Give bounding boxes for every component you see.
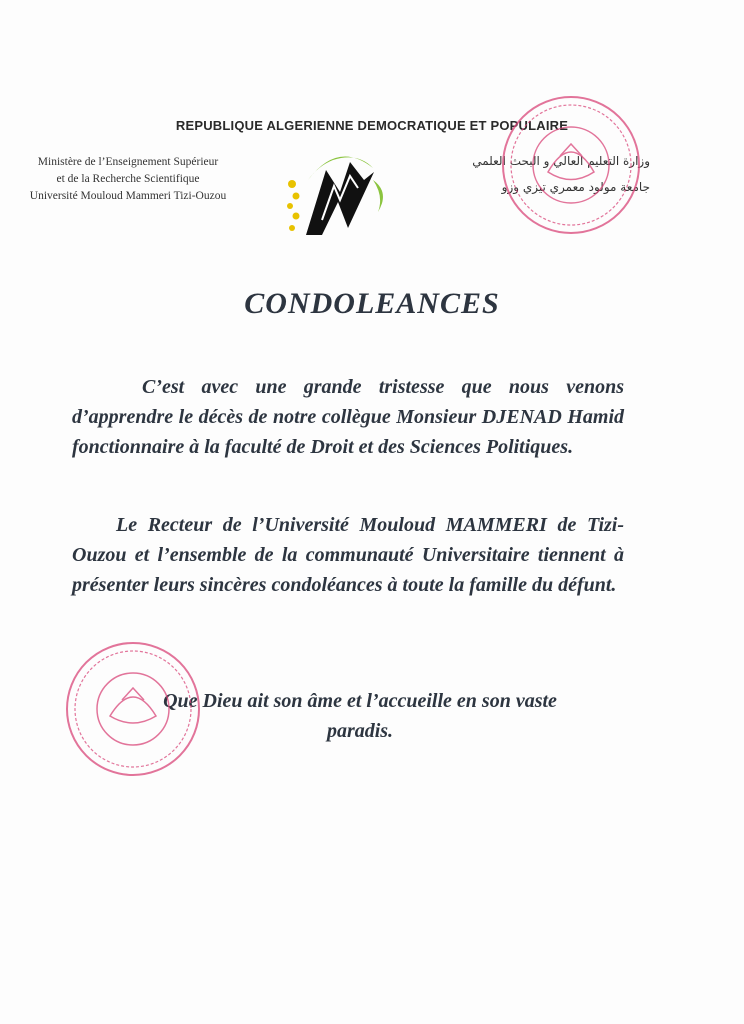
university-line: Université Mouloud Mammeri Tizi-Ouzou bbox=[29, 190, 227, 202]
official-stamp-icon bbox=[62, 638, 204, 780]
republic-header: REPUBLIQUE ALGERIENNE DEMOCRATIQUE ET POPULAIRE bbox=[175, 118, 569, 133]
university-arabic-line: جامعة مولود معمري تيزي وزو bbox=[501, 180, 650, 194]
logo-dot bbox=[287, 203, 293, 209]
logo-dot bbox=[293, 193, 300, 200]
condolence-paragraph-2: Le Recteur de l’Université Mouloud MAMMERI de Tizi-Ouzou et l’ensemble de la communauté Universitaire tiennent à présenter leurs sincères condoléances à toute la famille du défunt. bbox=[72, 514, 624, 596]
logo-green-arc bbox=[308, 156, 373, 180]
closing-line-2: paradis. bbox=[326, 720, 394, 742]
university-logo bbox=[278, 140, 398, 245]
page-title: CONDOLEANCES bbox=[244, 287, 500, 320]
condolence-paragraph-1: C’est avec une grande tristesse que nous venons d’apprendre le décès de notre collègue Monsieur DJENAD Hamid fonctionnaire à la faculté de Droit et des Sciences Politiques. bbox=[72, 376, 624, 458]
official-stamp-icon bbox=[498, 92, 644, 238]
logo-dot bbox=[289, 225, 295, 231]
logo-green-leaf bbox=[373, 180, 383, 212]
ministry-french bbox=[8, 154, 248, 205]
ministry-arabic-line-1: وزارة التعليم العالي و البحث العلمي bbox=[472, 154, 650, 168]
ministry-line-2: et de la Recherche Scientifique bbox=[56, 173, 200, 185]
logo-dot bbox=[288, 180, 296, 188]
ministry-line-1: Ministère de l’Enseignement Supérieur bbox=[37, 156, 219, 168]
logo-dot bbox=[293, 213, 300, 220]
closing-line-1: Que Dieu ait son âme et l’accueille en son vaste bbox=[163, 690, 557, 712]
